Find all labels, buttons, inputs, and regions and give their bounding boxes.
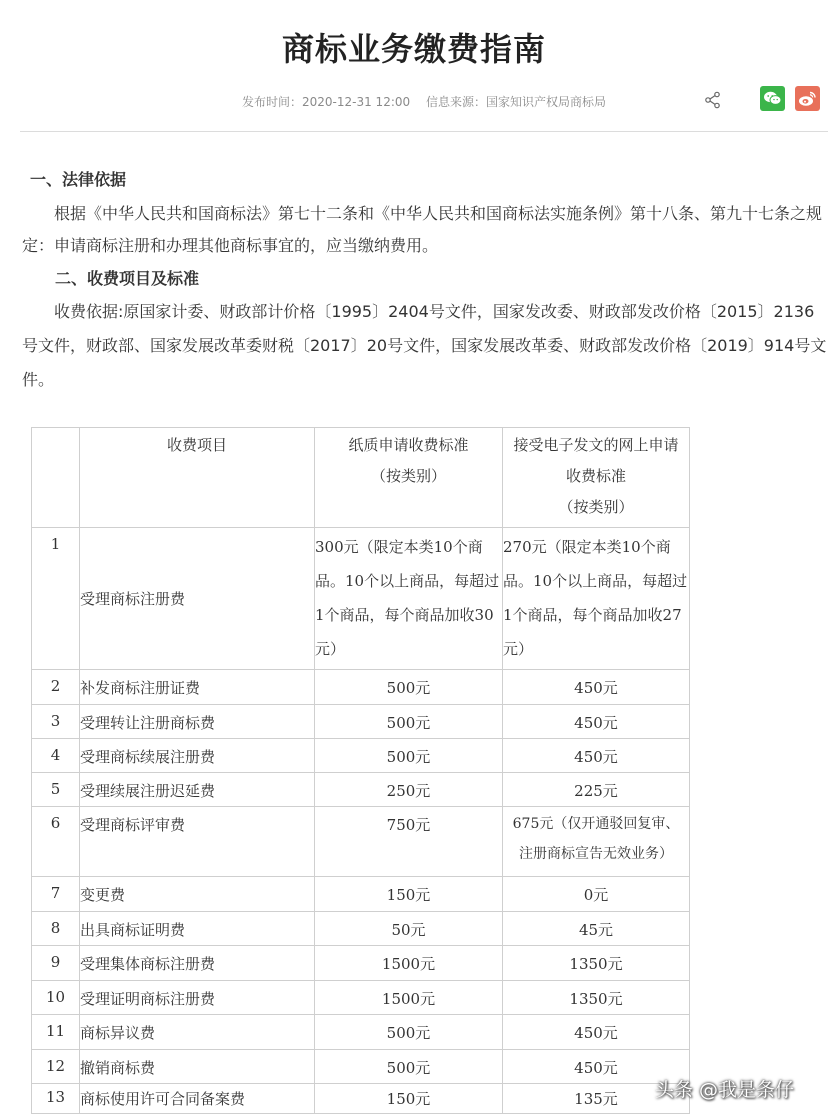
table-row: [32, 705, 690, 739]
online-fee-value: 0元: [503, 877, 690, 912]
row-number: 1: [32, 528, 80, 670]
row-number: 12: [32, 1050, 80, 1084]
online-fee-value: 450元: [503, 739, 690, 773]
fee-item-name: 受理续展注册迟延费: [80, 773, 315, 807]
header-divider: [20, 131, 828, 132]
online-fee-value: 270元（限定本类10个商品。10个以上商品，每超过1个商品，每个商品加收27元）: [503, 528, 690, 670]
weibo-share-button[interactable]: [795, 86, 820, 111]
header-online-fee: 接受电子发文的网上申请 收费标准 （按类别）: [503, 428, 690, 528]
online-fee-value: 1350元: [503, 946, 690, 981]
table-row: [32, 1050, 690, 1084]
row-number: 2: [32, 670, 80, 705]
page-title: 商标业务缴费指南: [281, 30, 546, 68]
weibo-icon: [795, 86, 820, 111]
paper-fee-value: 250元: [315, 773, 503, 807]
paper-fee-value: 300元（限定本类10个商品。10个以上商品，每超过1个商品，每个商品加收30元）: [315, 528, 503, 670]
row-number: 11: [32, 1015, 80, 1050]
table-row: [32, 773, 690, 807]
row-number: 7: [32, 877, 80, 912]
fee-item-name: 补发商标注册证费: [80, 670, 315, 705]
online-fee-value: 135元: [503, 1084, 690, 1114]
header-paper-fee: 纸质申请收费标准 （按类别）: [315, 428, 503, 528]
watermark: 头条 @我是条仔: [655, 1079, 795, 1101]
paper-fee-value: 500元: [315, 1015, 503, 1050]
online-fee-value: 450元: [503, 670, 690, 705]
paper-fee-value: 500元: [315, 1050, 503, 1084]
online-fee-value: 450元: [503, 705, 690, 739]
fee-table: [31, 427, 690, 1114]
section-heading-legal-basis: 一、法律依据: [30, 170, 127, 189]
fee-item-name: 受理证明商标注册费: [80, 981, 315, 1015]
paper-fee-value: 1500元: [315, 981, 503, 1015]
header-item: 收费项目: [80, 428, 315, 528]
table-row: [32, 670, 690, 705]
online-fee-value: 225元: [503, 773, 690, 807]
section-text-fee-basis: 收费依据:原国家计委、财政部计价格〔1995〕2404号文件，国家发改委、财政部发改价格〔2015〕2136号文件，财政部、国家发展改革委财税〔2017〕20号文件，国家发展改革委、财政部发改价格〔2019〕914号文件。: [22, 302, 827, 389]
fee-item-name: 商标异议费: [80, 1015, 315, 1050]
fee-item-name: 撤销商标费: [80, 1050, 315, 1084]
paper-fee-value: 750元: [315, 807, 503, 877]
paper-fee-value: 150元: [315, 1084, 503, 1114]
fee-item-name: 商标使用许可合同备案费: [80, 1084, 315, 1114]
section-text-legal-basis: 根据《中华人民共和国商标法》第七十二条和《中华人民共和国商标法实施条例》第十八条、第九十七条之规定：申请商标注册和办理其他商标事宜的，应当缴纳费用。: [22, 204, 823, 255]
table-row: [32, 981, 690, 1015]
section-heading-fee-items: 二、收费项目及标准: [55, 269, 200, 288]
paper-fee-value: 500元: [315, 739, 503, 773]
wechat-icon: [760, 86, 785, 111]
online-fee-value: 45元: [503, 912, 690, 946]
fee-item-name: 受理商标续展注册费: [80, 739, 315, 773]
table-row: [32, 807, 690, 877]
row-number: 8: [32, 912, 80, 946]
fee-item-name: 出具商标证明费: [80, 912, 315, 946]
table-row: [32, 528, 690, 670]
table-row: [32, 739, 690, 773]
paper-fee-value: 500元: [315, 705, 503, 739]
online-fee-value: 675元（仅开通驳回复审、 注册商标宣告无效业务）: [503, 807, 690, 877]
fee-item-name: 变更费: [80, 877, 315, 912]
share-icon[interactable]: [703, 90, 723, 110]
table-header-row: [32, 428, 690, 528]
fee-item-name: 受理转让注册商标费: [80, 705, 315, 739]
row-number: 3: [32, 705, 80, 739]
row-number: 9: [32, 946, 80, 981]
row-number: 13: [32, 1084, 80, 1114]
online-fee-value: 450元: [503, 1015, 690, 1050]
wechat-share-button[interactable]: [760, 86, 785, 111]
row-number: 4: [32, 739, 80, 773]
publish-time: 发布时间：2020-12-31 12:00: [242, 95, 411, 109]
table-row: [32, 1084, 690, 1114]
fee-item-name: 受理集体商标注册费: [80, 946, 315, 981]
row-number: 10: [32, 981, 80, 1015]
table-row: [32, 946, 690, 981]
row-number: 5: [32, 773, 80, 807]
paper-fee-value: 150元: [315, 877, 503, 912]
table-row: [32, 877, 690, 912]
paper-fee-value: 1500元: [315, 946, 503, 981]
paper-fee-value: 500元: [315, 670, 503, 705]
info-source: 信息来源：国家知识产权局商标局: [426, 95, 607, 109]
fee-item-name: 受理商标注册费: [80, 528, 315, 670]
table-row: [32, 1015, 690, 1050]
table-row: [32, 912, 690, 946]
online-fee-value: 450元: [503, 1050, 690, 1084]
header-no: [32, 428, 80, 528]
fee-item-name: 受理商标评审费: [80, 807, 315, 877]
paper-fee-value: 50元: [315, 912, 503, 946]
row-number: 6: [32, 807, 80, 877]
online-fee-value: 1350元: [503, 981, 690, 1015]
